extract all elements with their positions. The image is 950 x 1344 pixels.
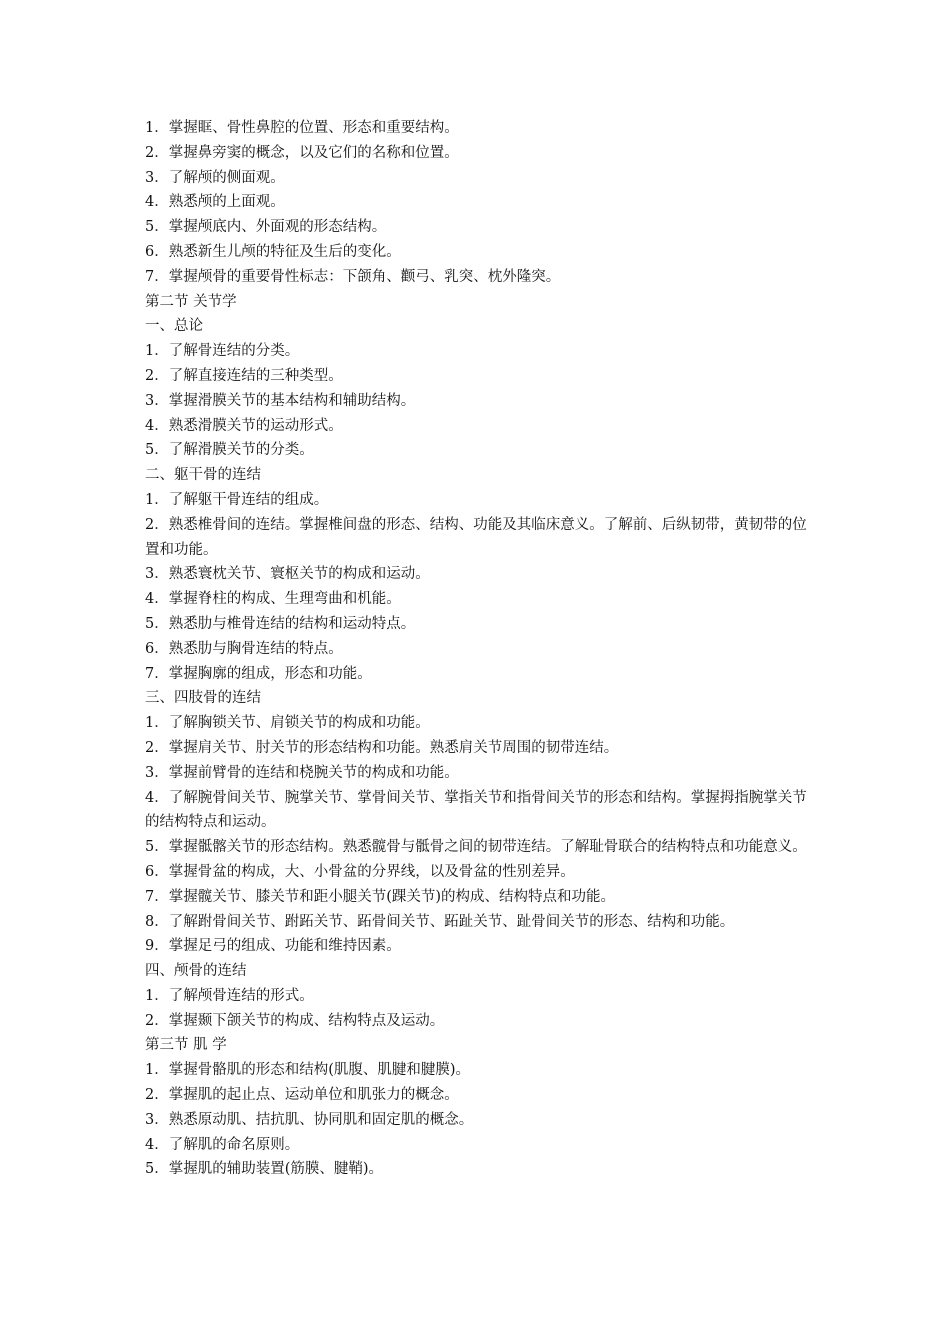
list-item: 2．了解直接连结的三种类型。	[145, 367, 343, 384]
list-item: 5．掌握骶髂关节的形态结构。熟悉髋骨与骶骨之间的韧带连结。了解耻骨联合的结构特点和功能意义。	[145, 839, 807, 856]
list-item: 3．了解颅的侧面观。	[145, 169, 285, 186]
section-heading: 四、颅骨的连结	[145, 963, 247, 980]
list-item: 6．掌握骨盆的构成，大、小骨盆的分界线，以及骨盆的性别差异。	[145, 863, 575, 880]
list-item: 1．掌握骨骼肌的形态和结构(肌腹、肌腱和腱膜)。	[145, 1062, 471, 1079]
list-item: 2．掌握颞下颌关节的构成、结构特点及运动。	[145, 1012, 445, 1029]
list-item: 8．了解跗骨间关节、跗跖关节、跖骨间关节、跖趾关节、趾骨间关节的形态、结构和功能。	[145, 913, 735, 930]
list-item: 1．了解胸锁关节、肩锁关节的构成和功能。	[145, 715, 430, 732]
list-item: 5．掌握颅底内、外面观的形态结构。	[145, 219, 387, 236]
list-item: 4．了解腕骨间关节、腕掌关节、掌骨间关节、掌指关节和指骨间关节的形态和结构。掌握拇指腕掌关节的结构特点和运动。	[145, 789, 807, 831]
list-item: 3．熟悉原动肌、拮抗肌、协同肌和固定肌的概念。	[145, 1111, 474, 1128]
section-heading: 第三节 肌 学	[145, 1037, 227, 1054]
list-item: 2．熟悉椎骨间的连结。掌握椎间盘的形态、结构、功能及其临床意义。了解前、后纵韧带，黄韧带的位置和功能。	[145, 516, 807, 558]
section-heading: 二、躯干骨的连结	[145, 467, 261, 484]
list-item: 3．掌握前臂骨的连结和桡腕关节的构成和功能。	[145, 764, 459, 781]
list-item: 5．掌握肌的辅助装置(筋膜、腱鞘)。	[145, 1161, 384, 1178]
list-item: 1．掌握眶、骨性鼻腔的位置、形态和重要结构。	[145, 120, 459, 136]
list-item: 2．掌握肩关节、肘关节的形态结构和功能。熟悉肩关节周围的韧带连结。	[145, 739, 619, 756]
list-item: 1．了解颅骨连结的形式。	[145, 987, 314, 1004]
list-item: 7．掌握髋关节、膝关节和距小腿关节(踝关节)的构成、结构特点和功能。	[145, 888, 616, 905]
list-item: 7．掌握胸廓的组成，形态和功能。	[145, 665, 372, 682]
list-item: 6．熟悉新生儿颅的特征及生后的变化。	[145, 243, 401, 260]
document-body	[145, 116, 813, 1182]
list-item: 6．熟悉肋与胸骨连结的特点。	[145, 640, 343, 657]
list-item: 4．熟悉颅的上面观。	[145, 194, 285, 211]
list-item: 7．掌握颅骨的重要骨性标志：下颌角、颧弓、乳突、枕外隆突。	[145, 268, 561, 285]
section-heading: 三、四肢骨的连结	[145, 690, 261, 707]
list-item: 9．掌握足弓的组成、功能和维持因素。	[145, 938, 401, 955]
section-heading: 第二节 关节学	[145, 293, 237, 310]
list-item: 4．熟悉滑膜关节的运动形式。	[145, 417, 343, 434]
list-item: 3．掌握滑膜关节的基本结构和辅助结构。	[145, 392, 416, 409]
list-item: 4．了解肌的命名原则。	[145, 1136, 300, 1153]
list-item: 4．掌握脊柱的构成、生理弯曲和机能。	[145, 591, 401, 608]
list-item: 2．掌握肌的起止点、运动单位和肌张力的概念。	[145, 1087, 459, 1104]
list-item: 1．了解骨连结的分类。	[145, 343, 300, 360]
section-heading: 一、总论	[145, 318, 203, 335]
list-item: 5．了解滑膜关节的分类。	[145, 442, 314, 459]
list-item: 1．了解躯干骨连结的组成。	[145, 491, 329, 508]
list-item: 3．熟悉寰枕关节、寰枢关节的构成和运动。	[145, 566, 430, 583]
list-item: 2．掌握鼻旁窦的概念，以及它们的名称和位置。	[145, 144, 459, 161]
list-item: 5．熟悉肋与椎骨连结的结构和运动特点。	[145, 615, 416, 632]
